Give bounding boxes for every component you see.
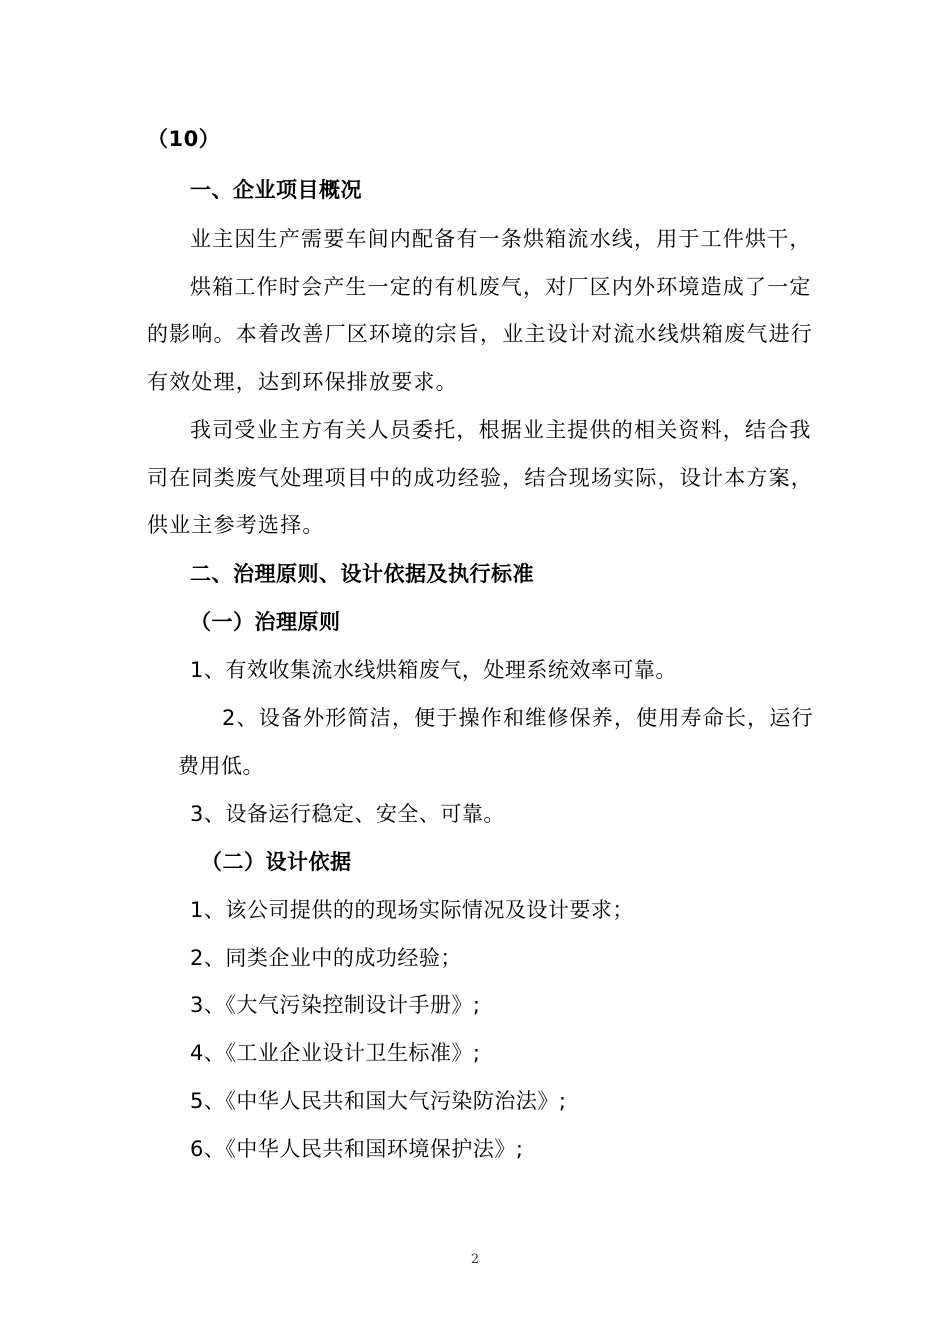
principle-item: 2、设备外形简洁，便于操作和维修保养，使用寿命长，运行	[222, 706, 814, 730]
paragraph-line: 我司受业主方有关人员委托，根据业主提供的相关资料，结合我	[190, 418, 812, 442]
principle-item: 3、设备运行稳定、安全、可靠。	[190, 802, 505, 826]
basis-item: 6、《中华人民共和国环境保护法》;	[190, 1137, 524, 1161]
paragraph-line: 司在同类废气处理项目中的成功经验，结合现场实际，设计本方案，	[147, 466, 813, 490]
principle-item-continuation: 费用低。	[178, 754, 264, 778]
paragraph-line: 业主因生产需要车间内配备有一条烘箱流水线，用于工件烘干，	[190, 227, 812, 251]
basis-item: 5、《中华人民共和国大气污染防治法》;	[190, 1089, 567, 1113]
basis-item: 2、同类企业中的成功经验；	[190, 946, 462, 970]
paragraph-line: 供业主参考选择。	[147, 513, 325, 537]
subsection-1-heading: （一）治理原则	[190, 610, 341, 634]
principle-item: 1、有效收集流水线烘箱废气，处理系统效率可靠。	[190, 658, 677, 682]
paragraph-line: 烘箱工作时会产生一定的有机废气，对厂区内外环境造成了一定	[190, 275, 812, 299]
basis-item: 3、《大气污染控制设计手册》;	[190, 993, 481, 1017]
subsection-2-heading: （二）设计依据	[201, 850, 352, 874]
section-2-heading: 二、治理原则、设计依据及执行标准	[190, 562, 534, 586]
page-number: 2	[470, 1252, 480, 1267]
paragraph-line: 的影响。本着改善厂区环境的宗旨，业主设计对流水线烘箱废气进行	[147, 322, 813, 346]
basis-item: 4、《工业企业设计卫生标准》;	[190, 1041, 481, 1065]
document-label: （10）	[147, 127, 221, 151]
basis-item: 1、该公司提供的的现场实际情况及设计要求；	[190, 898, 634, 922]
paragraph-line: 有效处理，达到环保排放要求。	[147, 370, 458, 394]
section-1-heading: 一、企业项目概况	[190, 178, 362, 202]
